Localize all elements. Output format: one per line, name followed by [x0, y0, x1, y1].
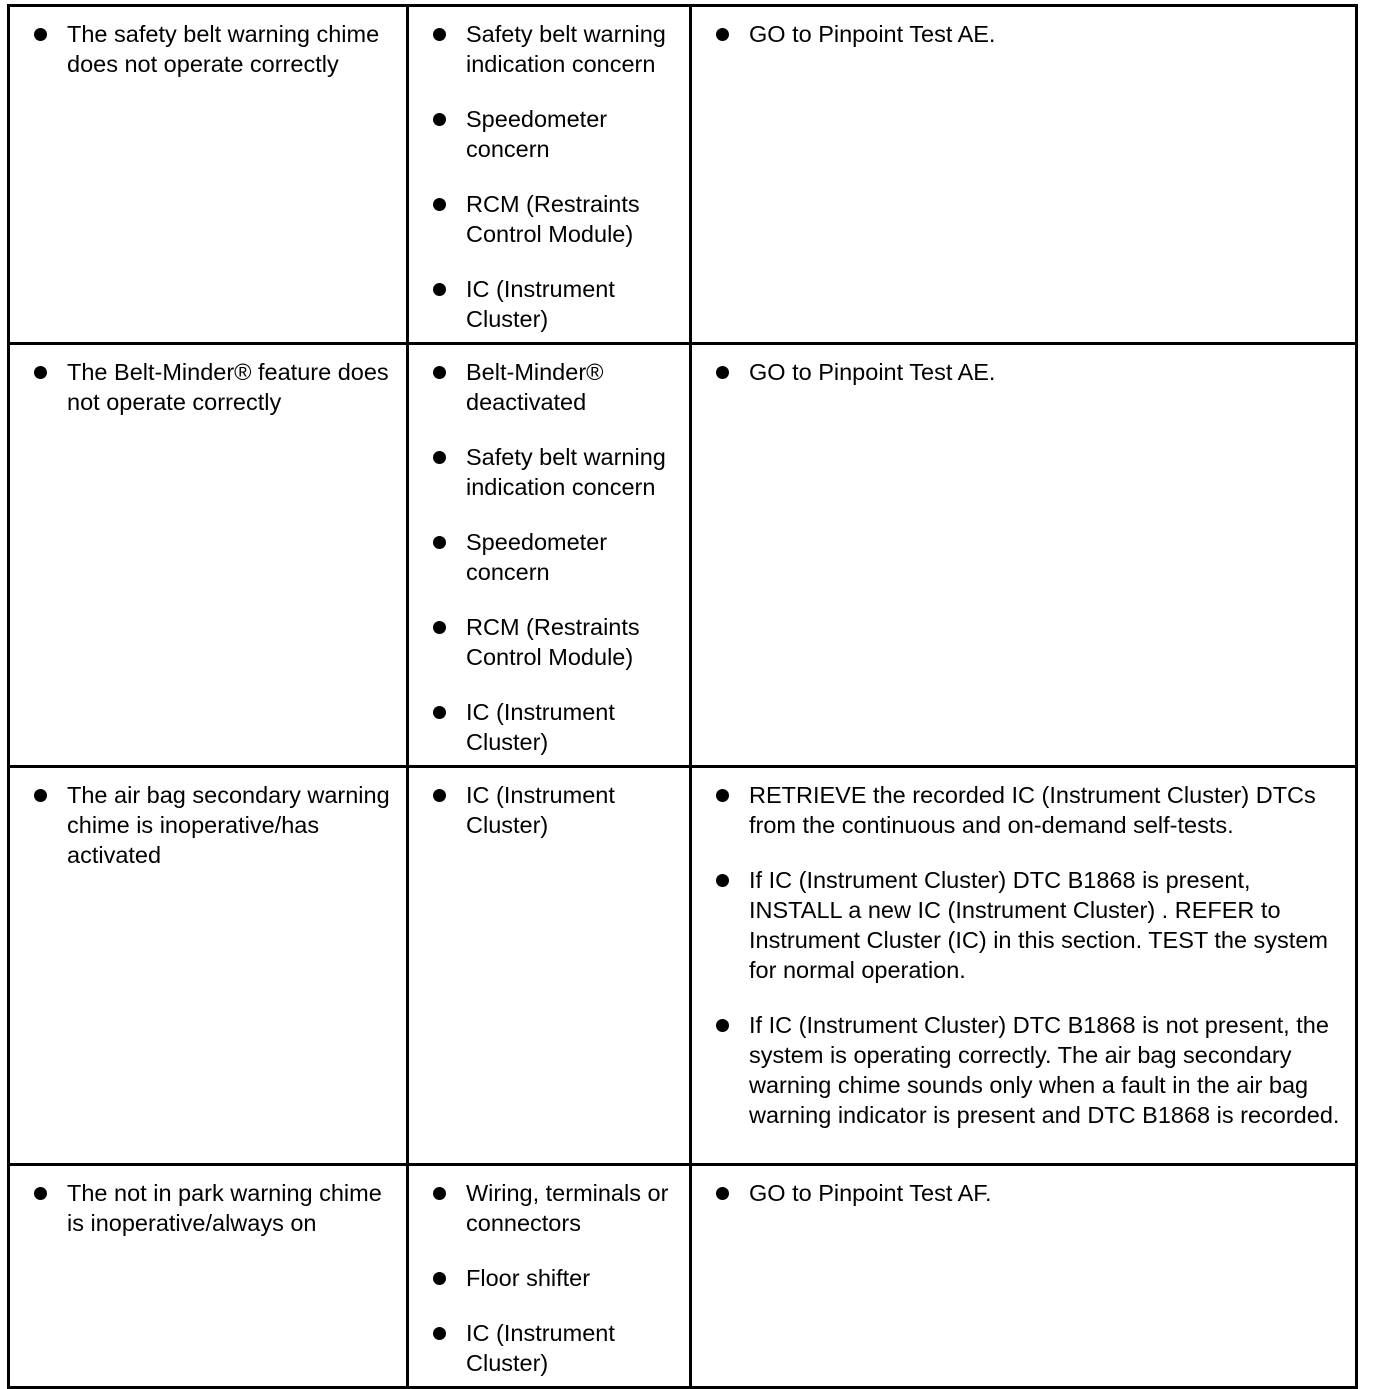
- possible-sources-cell: [408, 767, 691, 1165]
- bullet-icon: [716, 28, 729, 41]
- table-row: [9, 6, 1357, 344]
- list-item-text: Speedometer concern: [466, 529, 608, 585]
- list-item: [409, 357, 681, 417]
- bullet-list: [10, 1178, 398, 1238]
- condition-cell: [9, 6, 408, 344]
- bullet-list: [10, 19, 398, 79]
- list-item-text: GO to Pinpoint Test AE.: [749, 359, 996, 385]
- list-item-text: Belt-Minder® deactivated: [466, 359, 604, 415]
- list-item: [409, 1318, 681, 1378]
- bullet-list: [692, 1178, 1347, 1208]
- bullet-icon: [433, 451, 446, 464]
- list-item-text: The air bag secondary warning chime is inoperative/has activated: [67, 782, 390, 868]
- bullet-icon: [716, 1019, 729, 1032]
- bullet-icon: [716, 1187, 729, 1200]
- bullet-icon: [433, 621, 446, 634]
- bullet-icon: [433, 366, 446, 379]
- bullet-icon: [433, 198, 446, 211]
- list-item-text: IC (Instrument Cluster): [466, 276, 615, 332]
- bullet-icon: [34, 789, 47, 802]
- bullet-icon: [34, 366, 47, 379]
- list-item-text: Floor shifter: [466, 1265, 591, 1291]
- list-item-text: Wiring, terminals or connectors: [466, 1180, 669, 1236]
- list-item: [692, 1010, 1347, 1130]
- bullet-icon: [34, 28, 47, 41]
- list-item-text: Safety belt warning indication concern: [466, 21, 666, 77]
- symptom-chart-table: [7, 4, 1358, 1389]
- bullet-icon: [433, 1327, 446, 1340]
- bullet-icon: [433, 1272, 446, 1285]
- table-body: [9, 6, 1357, 1388]
- list-item-text: Safety belt warning indication concern: [466, 444, 666, 500]
- list-item: [692, 865, 1347, 985]
- list-item: [10, 1178, 398, 1238]
- bullet-icon: [433, 706, 446, 719]
- list-item: [409, 1263, 681, 1293]
- action-cell: [691, 1165, 1357, 1388]
- list-item-text: Speedometer concern: [466, 106, 608, 162]
- list-item: [409, 612, 681, 672]
- action-cell: [691, 6, 1357, 344]
- list-item: [409, 19, 681, 79]
- action-cell: [691, 767, 1357, 1165]
- condition-cell: [9, 1165, 408, 1388]
- action-cell: [691, 344, 1357, 767]
- list-item: [409, 274, 681, 334]
- condition-cell: [9, 344, 408, 767]
- list-item-text: The not in park warning chime is inoperative/always on: [67, 1180, 382, 1236]
- condition-cell: [9, 767, 408, 1165]
- list-item: [409, 104, 681, 164]
- bullet-list: [692, 19, 1347, 49]
- possible-sources-cell: [408, 1165, 691, 1388]
- bullet-list: [409, 1178, 681, 1378]
- bullet-icon: [433, 283, 446, 296]
- bullet-list: [409, 780, 681, 840]
- bullet-icon: [716, 366, 729, 379]
- list-item: [409, 527, 681, 587]
- list-item: [409, 780, 681, 840]
- bullet-list: [409, 19, 681, 334]
- bullet-icon: [716, 789, 729, 802]
- bullet-icon: [433, 113, 446, 126]
- bullet-list: [692, 780, 1347, 1130]
- list-item: [409, 697, 681, 757]
- list-item: [692, 780, 1347, 840]
- list-item: [409, 442, 681, 502]
- list-item: [409, 189, 681, 249]
- list-item-text: IC (Instrument Cluster): [466, 1320, 615, 1376]
- bullet-list: [409, 357, 681, 757]
- table-row: [9, 344, 1357, 767]
- list-item: [692, 1178, 1347, 1208]
- list-item-text: GO to Pinpoint Test AE.: [749, 21, 996, 47]
- bullet-list: [10, 780, 398, 870]
- bullet-icon: [433, 536, 446, 549]
- bullet-icon: [716, 874, 729, 887]
- table-row: [9, 767, 1357, 1165]
- bullet-icon: [433, 1187, 446, 1200]
- possible-sources-cell: [408, 344, 691, 767]
- list-item-text: If IC (Instrument Cluster) DTC B1868 is not present, the system is operating correctly. The air bag secondary warning chime sounds only when a fault in the air bag warning indicator is present and DTC B1868 is recorded.: [749, 1012, 1340, 1128]
- list-item: [409, 1178, 681, 1238]
- bullet-list: [692, 357, 1347, 387]
- list-item: [692, 357, 1347, 387]
- bullet-icon: [433, 789, 446, 802]
- list-item: [10, 357, 398, 417]
- bullet-icon: [34, 1187, 47, 1200]
- list-item-text: RETRIEVE the recorded IC (Instrument Cluster) DTCs from the continuous and on-demand self-tests.: [749, 782, 1316, 838]
- possible-sources-cell: [408, 6, 691, 344]
- bullet-icon: [433, 28, 446, 41]
- list-item-text: The Belt-Minder® feature does not operate correctly: [67, 359, 389, 415]
- list-item-text: If IC (Instrument Cluster) DTC B1868 is present, INSTALL a new IC (Instrument Cluster) . REFER to Instrument Cluster (IC) in this section. TEST the system for normal operation.: [749, 867, 1328, 983]
- list-item-text: The safety belt warning chime does not operate correctly: [67, 21, 380, 77]
- list-item: [10, 19, 398, 79]
- list-item-text: RCM (Restraints Control Module): [466, 614, 640, 670]
- list-item-text: IC (Instrument Cluster): [466, 782, 615, 838]
- table-row: [9, 1165, 1357, 1388]
- list-item-text: RCM (Restraints Control Module): [466, 191, 640, 247]
- list-item: [692, 19, 1347, 49]
- list-item-text: GO to Pinpoint Test AF.: [749, 1180, 992, 1206]
- list-item-text: IC (Instrument Cluster): [466, 699, 615, 755]
- bullet-list: [10, 357, 398, 417]
- list-item: [10, 780, 398, 870]
